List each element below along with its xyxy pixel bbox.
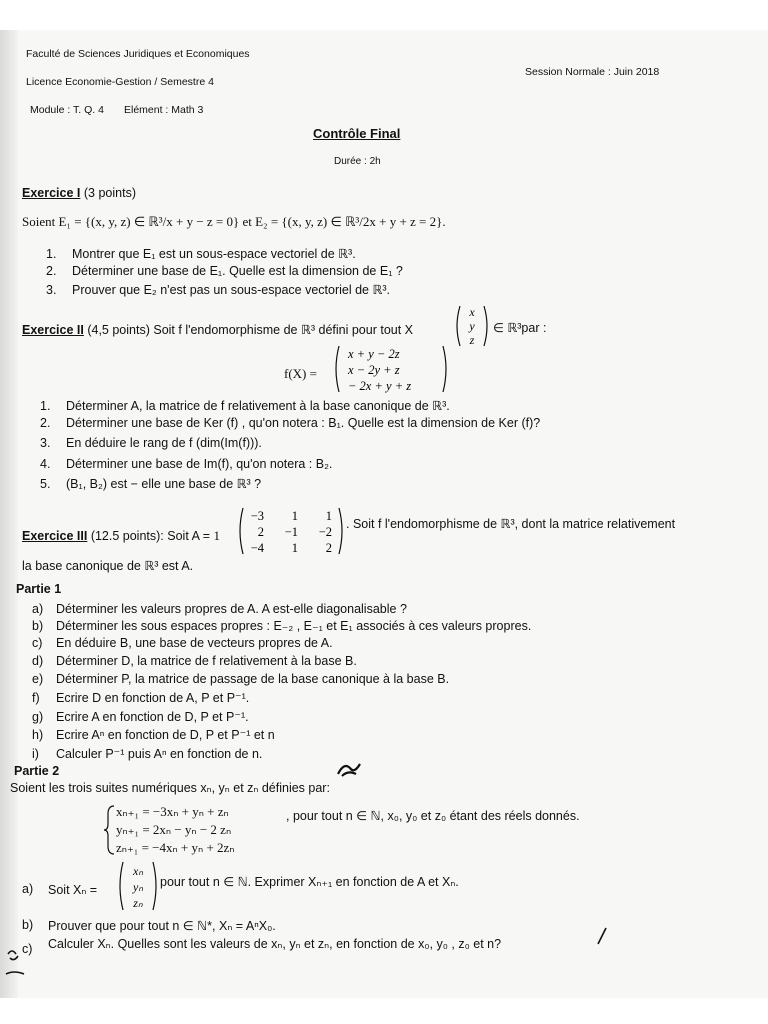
item-number: 5. bbox=[40, 477, 51, 491]
item-number: 1. bbox=[40, 399, 51, 413]
exercise-2-label: Exercice II bbox=[22, 323, 84, 337]
item-letter: e) bbox=[32, 672, 44, 686]
exercise-2-item bbox=[40, 416, 540, 430]
item-text: Déterminer une base de Im(f), qu'on notera : B₂. bbox=[66, 457, 333, 471]
part-1-item bbox=[32, 727, 275, 742]
part-2-intro: Soient les trois suites numériques xₙ, yₙ et zₙ définies par: bbox=[10, 781, 330, 795]
system-equation: yₙ₊₁ = 2xₙ − yₙ − 2 zₙ bbox=[116, 822, 232, 837]
vector-entry: xₙ bbox=[132, 864, 144, 878]
part-2-label: Partie 2 bbox=[14, 764, 60, 778]
exercise-3-line2: la base canonique de ℝ³ est A. bbox=[22, 559, 194, 573]
program-name: Licence Economie-Gestion / Semestre 4 bbox=[26, 76, 214, 88]
item-text: Ecrire Aⁿ en fonction de D, P et P⁻¹ et n bbox=[56, 728, 275, 742]
exercise-1-label: Exercice I bbox=[22, 186, 81, 200]
item-letter: h) bbox=[32, 728, 44, 742]
part-1-item bbox=[32, 709, 249, 724]
part-1-item bbox=[32, 654, 357, 668]
item-text: Calculer P⁻¹ puis Aⁿ en fonction de n. bbox=[56, 747, 263, 761]
part-2-item-c-text: Calculer Xₙ. Quelles sont les valeurs de xₙ, yₙ et zₙ, en fonction de x₀, y₀ , z₀ et n? bbox=[48, 937, 502, 951]
system-equation: xₙ₊₁ = −3xₙ + yₙ + zₙ bbox=[116, 804, 229, 819]
part-1-item bbox=[32, 636, 333, 650]
item-letter: i) bbox=[32, 747, 39, 761]
item-text: Déterminer les sous espaces propres : E₋₂ , E₋₁ et E₁ associés à ces valeurs propres. bbox=[56, 619, 532, 633]
item-text: Ecrire D en fonction de A, P et P⁻¹. bbox=[56, 691, 250, 705]
item-text: Déterminer P, la matrice de passage de la base canonique à la base B. bbox=[56, 672, 450, 686]
vector-entry: y bbox=[469, 319, 475, 333]
matrix-cell: 1 bbox=[291, 509, 298, 523]
exercise-1-heading bbox=[22, 186, 136, 200]
vector-entry: z bbox=[469, 333, 475, 347]
exercise-3-soit-a: Soit A = bbox=[167, 529, 211, 543]
matrix-cell: 2 bbox=[257, 525, 264, 539]
item-letter: g) bbox=[32, 710, 44, 724]
exercise-2-item bbox=[40, 476, 261, 491]
part-1-label: Partie 1 bbox=[16, 582, 62, 596]
exercise-3-label: Exercice III bbox=[22, 529, 88, 543]
part-1-item bbox=[32, 672, 449, 686]
session-label: Session Normale : Juin 2018 bbox=[525, 66, 660, 78]
exercise-2-heading bbox=[22, 322, 413, 337]
part-2-item-b-text: Prouver que pour tout n ∈ ℕ*, Xₙ = AⁿX₀. bbox=[48, 919, 276, 933]
item-letter: c) bbox=[32, 636, 43, 650]
fx-vector bbox=[332, 344, 450, 394]
vector-entry: zₙ bbox=[133, 896, 143, 910]
item-text: Prouver que E₂ n'est pas un sous-espace vectoriel de ℝ³. bbox=[72, 283, 390, 297]
element-label: Elément : Math 3 bbox=[124, 104, 204, 116]
matrix-cell: 2 bbox=[325, 541, 332, 555]
fx-row: x + y − 2z bbox=[348, 347, 400, 361]
item-text: Ecrire A en fonction de D, P et P⁻¹. bbox=[56, 710, 249, 724]
exercise-2-item bbox=[40, 398, 450, 413]
matrix-a bbox=[236, 506, 346, 556]
matrix-cell: 1 bbox=[291, 541, 298, 555]
item-letter: b) bbox=[32, 619, 44, 633]
matrix-cell: −1 bbox=[284, 525, 298, 539]
part-2-item-c-label: c) bbox=[22, 942, 33, 956]
item-letter: a) bbox=[32, 602, 44, 616]
item-text: En déduire le rang de f (dim(Im(f))). bbox=[66, 436, 262, 450]
fx-row: x − 2y + z bbox=[348, 363, 400, 377]
vector-x-column bbox=[452, 304, 492, 348]
item-number: 2. bbox=[46, 264, 57, 278]
exercise-2-item bbox=[40, 457, 332, 471]
item-number: 3. bbox=[40, 436, 51, 450]
item-text: Déterminer D, la matrice de f relativement à la base B. bbox=[56, 654, 357, 668]
matrix-cell: −2 bbox=[318, 525, 332, 539]
part-1-item bbox=[32, 618, 531, 633]
item-letter: d) bbox=[32, 654, 44, 668]
exercise-1-points: (3 points) bbox=[83, 186, 136, 200]
exercise-1-item bbox=[46, 282, 390, 297]
exercise-2-item bbox=[40, 436, 262, 450]
exercise-2-intro-b: ∈ ℝ³par : bbox=[493, 321, 547, 335]
system-condition: , pour tout n ∈ ℕ, x₀, y₀ et z₀ étant des réels donnés. bbox=[286, 809, 580, 823]
part-1-item bbox=[32, 690, 249, 705]
vector-xn-column bbox=[116, 860, 160, 912]
item-text: Déterminer une base de E₁. Quelle est la dimension de E₁ ? bbox=[72, 264, 403, 278]
item-number: 1. bbox=[46, 247, 57, 261]
exercise-3-points: (12.5 points): bbox=[90, 529, 164, 543]
vector-entry: x bbox=[469, 305, 475, 319]
part-2-item-a-label: a) bbox=[22, 882, 34, 896]
system-equation: zₙ₊₁ = −4xₙ + yₙ + 2zₙ bbox=[116, 840, 235, 855]
item-number: 4. bbox=[40, 457, 51, 471]
matrix-cell: −4 bbox=[250, 541, 264, 555]
part-1-item bbox=[32, 746, 262, 761]
item-text: Déterminer les valeurs propres de A. A est-elle diagonalisable ? bbox=[56, 602, 407, 616]
item-number: 3. bbox=[46, 283, 57, 297]
exam-duration: Durée : 2h bbox=[334, 156, 381, 167]
item-text: En déduire B, une base de vecteurs propres de A. bbox=[56, 636, 333, 650]
module-label: Module : T. Q. 4 bbox=[30, 104, 104, 116]
exercise-1-item bbox=[46, 246, 356, 261]
fx-label: f(X) = bbox=[284, 366, 317, 381]
item-text: Déterminer une base de Ker (f) , qu'on notera : B₁. Quelle est la dimension de Ker (f)? bbox=[66, 416, 541, 430]
exercise-2-points: (4,5 points) bbox=[87, 323, 150, 337]
fx-row: − 2x + y + z bbox=[348, 379, 412, 393]
part-2-item-a-text-1: Soit Xₙ = bbox=[48, 883, 98, 897]
exercise-3-heading bbox=[22, 528, 220, 544]
exercise-3-after-matrix: . Soit f l'endomorphisme de ℝ³, dont la matrice relativement bbox=[346, 517, 676, 531]
system-brace bbox=[102, 804, 116, 856]
part-2-item-a-text-2: pour tout n ∈ ℕ. Exprimer Xₙ₊₁ en fonction de A et Xₙ. bbox=[160, 875, 459, 889]
faculty-name: Faculté de Sciences Juridiques et Economiques bbox=[26, 48, 250, 60]
page-edge-shadow bbox=[0, 30, 18, 998]
item-text: (B₁, B₂) est − elle une base de ℝ³ ? bbox=[66, 477, 262, 491]
exercise-1-item bbox=[46, 264, 403, 278]
item-text: Déterminer A, la matrice de f relativement à la base canonique de ℝ³. bbox=[66, 399, 450, 413]
exercise-1-intro: Soient E₁ = {(x, y, z) ∈ ℝ³/x + y − z = 0} et E₂ = {(x, y, z) ∈ ℝ³/2x + y + z = 2}. bbox=[22, 214, 446, 229]
part-2-item-b-label: b) bbox=[22, 918, 34, 932]
item-letter: f) bbox=[32, 691, 40, 705]
matrix-cell: −3 bbox=[250, 509, 264, 523]
matrix-coefficient: 1 bbox=[213, 528, 220, 543]
exam-title: Contrôle Final bbox=[313, 126, 401, 141]
matrix-cell: 1 bbox=[325, 509, 332, 523]
ink-stroke-mark bbox=[594, 926, 610, 946]
ink-scribble-mark bbox=[334, 760, 366, 780]
exercise-2-intro-a: Soit f l'endomorphisme de ℝ³ défini pour tout X bbox=[153, 323, 414, 337]
item-text: Montrer que E₁ est un sous-espace vectoriel de ℝ³. bbox=[72, 247, 356, 261]
item-number: 2. bbox=[40, 416, 51, 430]
vector-entry: yₙ bbox=[132, 880, 144, 894]
part-1-item bbox=[32, 602, 407, 616]
